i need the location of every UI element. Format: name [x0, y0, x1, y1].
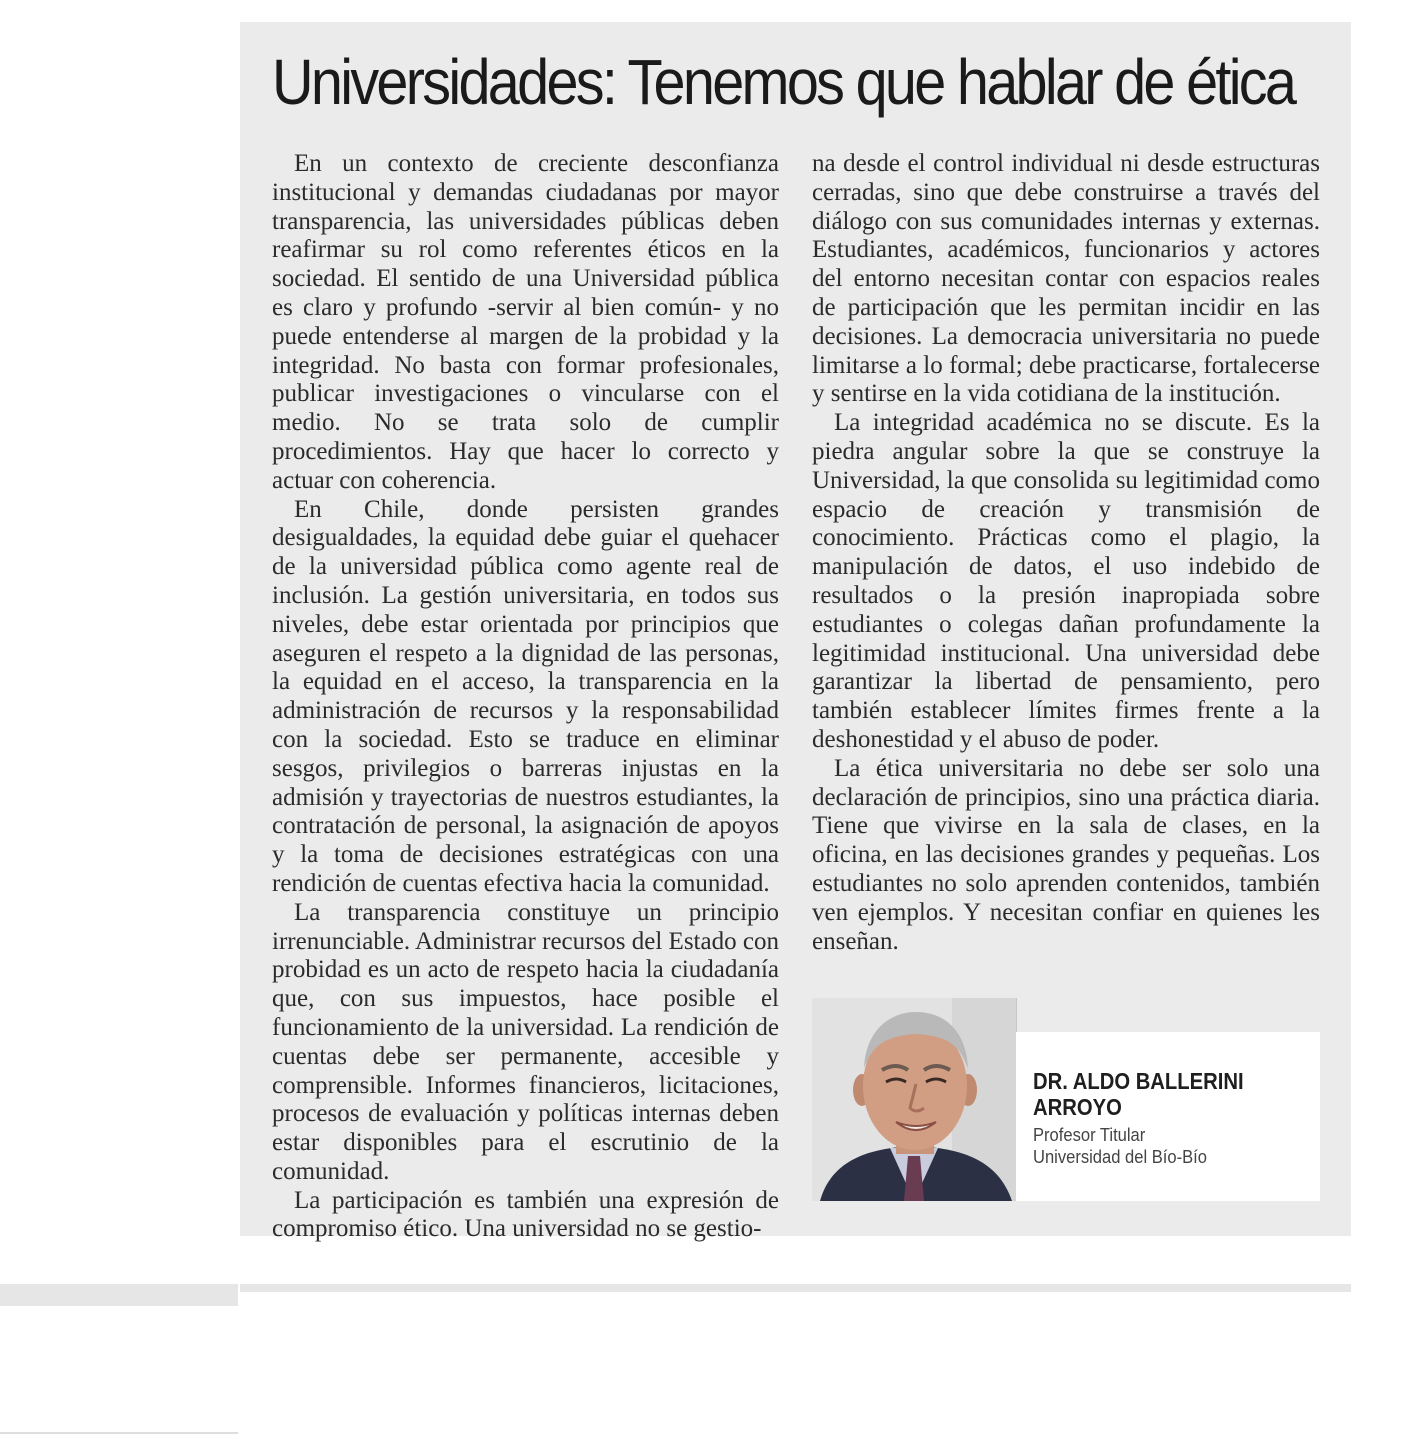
paragraph: En Chile, donde persisten grandes desigualdades, la equidad debe guiar el quehacer de la universidad pública como agente real de inclusión. La gestión universitaria, en todos sus niveles, debe estar orientada por principios que aseguren el respeto a la dignidad de las personas, la equidad en el acceso, la transparencia en la administración de recursos y la responsabilidad con la sociedad. Esto se traduce en eliminar sesgos, privilegios o barreras injustas en la admisión y trayectorias de nuestros estudiantes, la contratación de personal, la asignación de apoyos y la toma de decisiones estratégicas con una rendición de cuentas efectiva hacia la comunidad.	[272, 495, 779, 897]
author-portrait-image	[812, 998, 1016, 1201]
paragraph: La transparencia constituye un principio irrenunciable. Administrar recursos del Estado con probidad es un acto de respeto hacia la ciudadanía que, con sus impuestos, hace posible el funcionamiento de la universidad. La rendición de cuentas debe ser permanente, accesible y comprensible. Informes financieros, licitaciones, procesos de evaluación y políticas internas deben estar disponibles para el escrutinio de la comunidad.	[272, 898, 779, 1185]
author-name: DR. ALDO BALLERINI ARROYO	[1033, 1068, 1244, 1120]
article-headline: Universidades: Tenemos que hablar de ética	[272, 46, 1295, 118]
paragraph: La integridad académica no se discute. Es la piedra angular sobre la que se construye la Universidad, la que consolida su legitimidad como espacio de creación y transmisión de conocimiento. Prácticas como el plagio, la manipulación de datos, el uso indebido de resultados o la presión inapropiada sobre estudiantes o colegas dañan profundamente la legitimidad institucional. Una universidad debe garantizar la libertad de pensamiento, pero también establecer límites firmes frente a la deshonestidad y el abuso de poder.	[812, 409, 1320, 753]
opinion-article	[240, 22, 1351, 1243]
author-card	[1016, 1032, 1320, 1201]
author-affiliation	[1033, 1124, 1207, 1168]
author-title: Profesor Titular	[1033, 1125, 1146, 1145]
author-photo	[812, 998, 1017, 1201]
author-box	[812, 998, 1320, 1201]
author-university: Universidad del Bío-Bío	[1033, 1147, 1207, 1167]
paragraph: La ética universitaria no debe ser solo una declaración de principios, sino una práctica diaria. Tiene que vivirse en la sala de clases, en la oficina, en las decisiones grandes y pequeñas. Los estudiantes no solo aprenden contenidos, también ven ejemplos. Y necesitan confiar en quienes les enseñan.	[812, 754, 1320, 955]
paragraph: En un contexto de creciente desconfianza institucional y demandas ciudadanas por mayor transparencia, las universidades públicas deben reafirmar su rol como referentes éticos en la sociedad. El sentido de una Universidad pública es claro y profundo -servir al bien común- y no puede entenderse al margen de la probidad y la integridad. No basta con formar profesionales, publicar investigaciones o vincularse con el medio. No se trata solo de cumplir procedimientos. Hay que hacer lo correcto y actuar con coherencia.	[272, 150, 779, 494]
page-divider	[240, 1284, 1351, 1292]
page-divider	[0, 1284, 238, 1306]
paragraph: La participación es también una expresión de compromiso ético. Una universidad no se gestio-	[272, 1186, 779, 1243]
paragraph: na desde el control individual ni desde estructuras cerradas, sino que debe construirse a través del diálogo con sus comunidades internas y externas. Estudiantes, académicos, funcionarios y actores del entorno necesitan contar con espacios reales de participación que les permitan incidir en las decisiones. La democracia universitaria no puede limitarse a lo formal; debe practicarse, fortalecerse y sentirse en la vida cotidiana de la institución.	[812, 150, 1320, 408]
article-column-right	[812, 150, 1320, 956]
article-column-left	[272, 150, 779, 1244]
page-divider	[0, 1432, 238, 1434]
